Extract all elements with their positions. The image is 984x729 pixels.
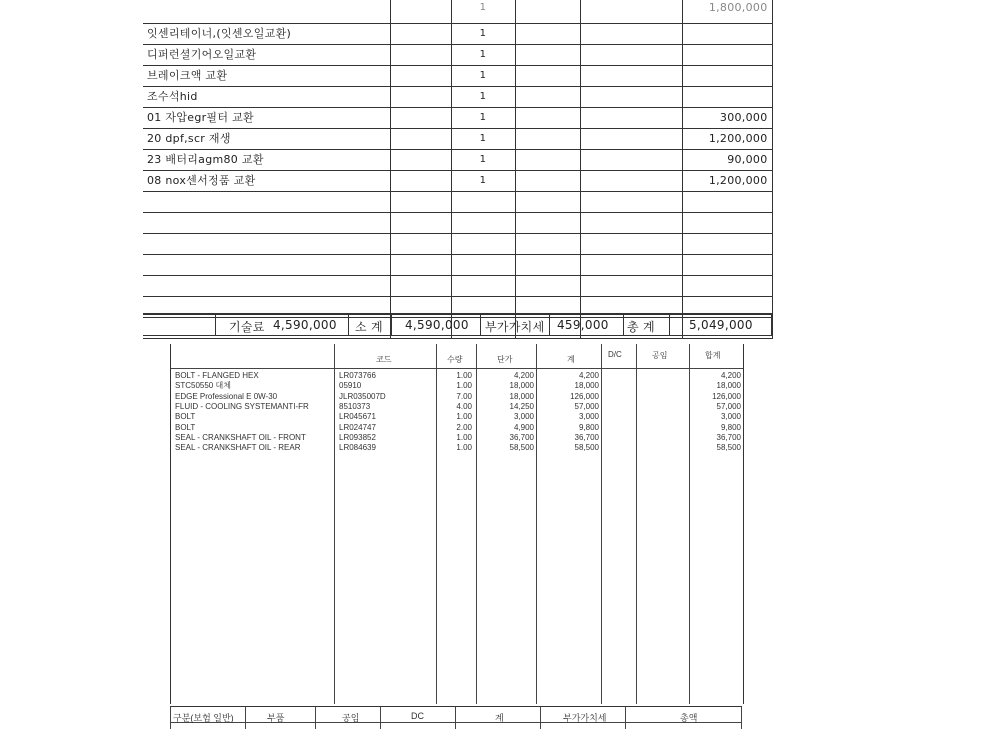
parts-sum: 4,200 <box>578 371 599 380</box>
parts-row <box>171 402 743 412</box>
labor-amount <box>682 24 772 45</box>
parts-qty: 1.00 <box>456 432 472 442</box>
parts-unit: 3,000 <box>513 412 534 422</box>
subtotal-label: 소 계 <box>355 320 383 334</box>
header-sum: 계 <box>567 355 575 364</box>
tech-fee-value: 4,590,000 <box>273 318 337 332</box>
header-dc: D/C <box>608 350 622 359</box>
labor-desc: 조수석hid <box>143 87 390 108</box>
parts-name: BOLT <box>175 412 196 422</box>
parts-row <box>171 412 743 422</box>
parts-qty: 2.00 <box>456 422 472 432</box>
parts-code: LR024747 <box>339 422 376 432</box>
labor-row <box>143 66 772 87</box>
parts-table <box>170 344 744 704</box>
labor-amount <box>682 87 772 108</box>
labor-qty: 1 <box>451 0 515 24</box>
parts-name: STC50550 대체 <box>175 381 231 391</box>
labor-row-blank <box>143 255 772 276</box>
parts-code: LR073766 <box>339 371 376 380</box>
parts-sum: 3,000 <box>578 412 599 422</box>
parts-qty: 4.00 <box>456 401 472 411</box>
footer-vat: 부가가치세 <box>563 713 607 723</box>
parts-code: JLR035007D <box>339 391 386 401</box>
parts-total: 57,000 <box>716 401 741 411</box>
parts-name: BOLT - FLANGED HEX <box>175 371 259 380</box>
footer-parts: 부품 <box>267 713 285 723</box>
parts-total: 36,700 <box>716 432 741 442</box>
labor-amount: 1,800,000 <box>682 0 772 24</box>
parts-qty: 1.00 <box>456 443 472 453</box>
labor-desc: 디퍼런셜기어오일교환 <box>143 45 390 66</box>
labor-amount: 90,000 <box>682 150 772 171</box>
header-qty: 수량 <box>447 355 463 364</box>
parts-total: 126,000 <box>712 391 741 401</box>
tech-fee-label: 기술료 <box>229 320 265 334</box>
total-value: 5,049,000 <box>689 318 753 332</box>
parts-row <box>171 433 743 443</box>
labor-qty: 1 <box>451 66 515 87</box>
totals-footer <box>170 706 742 729</box>
labor-desc: 잇센리테이너,(잇센오일교환) <box>143 24 390 45</box>
parts-total: 9,800 <box>720 422 741 432</box>
parts-row <box>171 423 743 433</box>
footer-category: 구분(보험 일반) <box>173 713 234 723</box>
parts-unit: 18,000 <box>509 381 534 391</box>
labor-row-blank <box>143 234 772 255</box>
parts-unit: 4,900 <box>513 422 534 432</box>
parts-name: EDGE Professional E 0W-30 <box>175 391 278 401</box>
labor-row <box>143 171 772 192</box>
labor-row <box>143 0 772 24</box>
parts-name: SEAL - CRANKSHAFT OIL - FRONT <box>175 432 306 442</box>
parts-unit: 18,000 <box>509 391 534 401</box>
footer-sum: 계 <box>495 713 504 723</box>
parts-qty: 7.00 <box>456 391 472 401</box>
labor-desc: 브레이크액 교환 <box>143 66 390 87</box>
labor-qty: 1 <box>451 108 515 129</box>
footer-labor: 공임 <box>342 713 360 723</box>
parts-total: 4,200 <box>720 371 741 380</box>
parts-code: LR045671 <box>339 412 376 422</box>
labor-qty: 1 <box>451 150 515 171</box>
parts-qty: 1.00 <box>456 381 472 391</box>
labor-desc: 20 dpf,scr 재생 <box>143 129 390 150</box>
labor-amount: 1,200,000 <box>682 171 772 192</box>
parts-row <box>171 392 743 402</box>
labor-amount <box>682 45 772 66</box>
labor-amount: 300,000 <box>682 108 772 129</box>
labor-row <box>143 150 772 171</box>
parts-name: SEAL - CRANKSHAFT OIL - REAR <box>175 443 301 453</box>
parts-row <box>171 381 743 391</box>
parts-sum: 126,000 <box>570 391 599 401</box>
header-unit-price: 단가 <box>497 355 513 364</box>
labor-qty: 1 <box>451 87 515 108</box>
labor-amount: 1,200,000 <box>682 129 772 150</box>
parts-sum: 58,500 <box>574 443 599 453</box>
labor-row <box>143 108 772 129</box>
parts-row <box>171 443 743 453</box>
labor-qty: 1 <box>451 24 515 45</box>
labor-summary-row <box>143 313 773 336</box>
parts-total: 58,500 <box>716 443 741 453</box>
parts-unit: 14,250 <box>509 401 534 411</box>
labor-desc: 08 nox센서정품 교환 <box>143 171 390 192</box>
parts-unit: 36,700 <box>509 432 534 442</box>
labor-row-blank <box>143 192 772 213</box>
parts-sum: 18,000 <box>574 381 599 391</box>
vat-label: 부가가치세 <box>485 320 545 334</box>
labor-row <box>143 45 772 66</box>
parts-code: 8510373 <box>339 401 371 411</box>
labor-table <box>143 0 773 339</box>
labor-qty: 1 <box>451 45 515 66</box>
vat-value: 459,000 <box>557 318 609 332</box>
parts-sum: 57,000 <box>574 401 599 411</box>
parts-unit: 4,200 <box>513 371 534 380</box>
labor-desc: 23 배터리agm80 교환 <box>143 150 390 171</box>
total-label: 총 계 <box>627 320 655 334</box>
parts-row <box>171 371 743 381</box>
parts-total: 18,000 <box>716 381 741 391</box>
subtotal-value: 4,590,000 <box>405 318 469 332</box>
footer-total: 총액 <box>680 713 698 723</box>
labor-row <box>143 24 772 45</box>
parts-code: 05910 <box>339 381 362 391</box>
labor-desc: 01 자압egr필터 교환 <box>143 108 390 129</box>
parts-qty: 1.00 <box>456 371 472 380</box>
labor-row-blank <box>143 276 772 297</box>
footer-dc: DC <box>411 711 424 721</box>
parts-code: LR084639 <box>339 443 376 453</box>
labor-qty: 1 <box>451 129 515 150</box>
parts-sum: 9,800 <box>578 422 599 432</box>
header-code: 코드 <box>376 355 392 364</box>
labor-row-blank <box>143 213 772 234</box>
parts-unit: 58,500 <box>509 443 534 453</box>
parts-name: BOLT <box>175 422 196 432</box>
header-labor: 공임 <box>652 351 668 360</box>
parts-name: FLUID - COOLING SYSTEMANTI-FR <box>175 401 309 411</box>
labor-desc <box>143 0 390 24</box>
labor-row <box>143 129 772 150</box>
header-total: 합계 <box>705 351 721 360</box>
parts-sum: 36,700 <box>574 432 599 442</box>
parts-qty: 1.00 <box>456 412 472 422</box>
labor-qty: 1 <box>451 171 515 192</box>
labor-row <box>143 87 772 108</box>
parts-total: 3,000 <box>720 412 741 422</box>
parts-code: LR093852 <box>339 432 376 442</box>
labor-amount <box>682 66 772 87</box>
